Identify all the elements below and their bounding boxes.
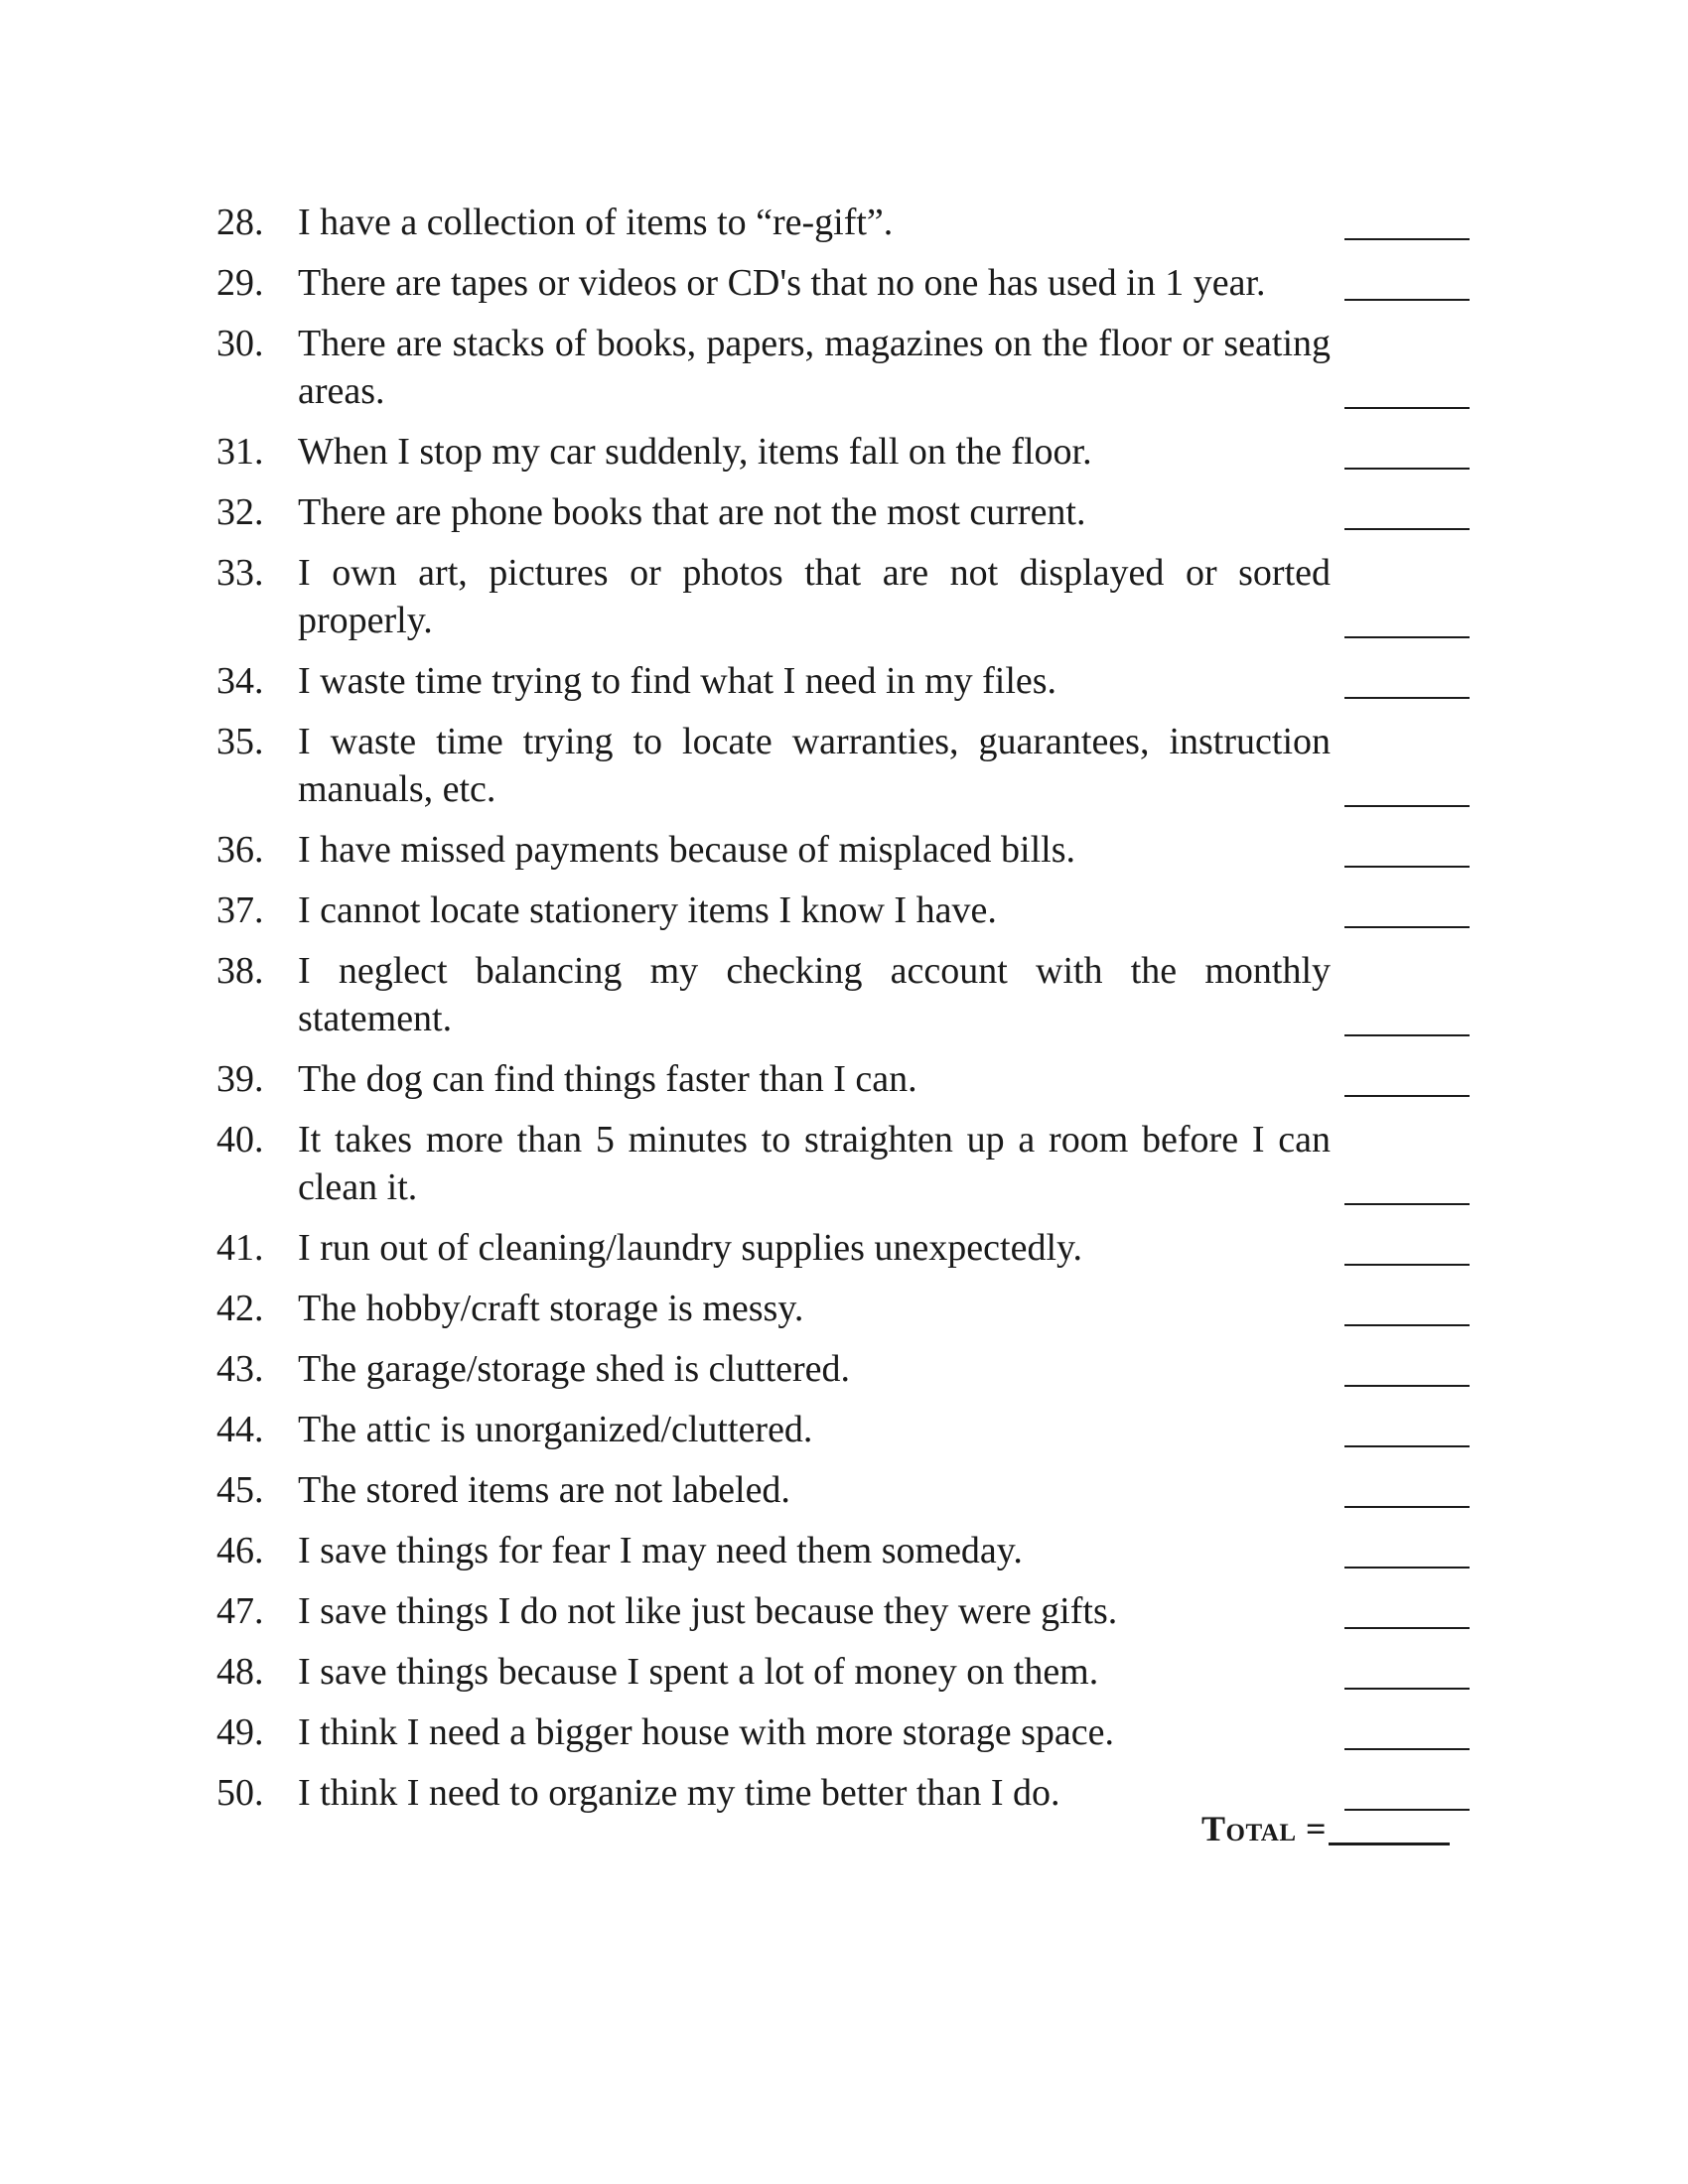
question-text: The garage/storage shed is cluttered.	[298, 1348, 851, 1390]
question-item	[216, 1648, 1470, 1696]
question-item	[216, 428, 1470, 476]
answer-blank[interactable]	[1344, 826, 1470, 868]
answer-blank[interactable]	[1344, 1285, 1470, 1326]
total-label: Total =	[1201, 1809, 1328, 1848]
question-number: 30.	[216, 323, 264, 364]
total-answer-blank[interactable]	[1329, 1807, 1450, 1845]
question-item	[216, 1224, 1470, 1272]
question-text: The dog can find things faster than I can.	[298, 1058, 917, 1100]
question-item	[216, 1527, 1470, 1574]
question-item	[216, 1285, 1470, 1332]
question-number: 48.	[216, 1651, 264, 1693]
question-number: 38.	[216, 950, 264, 992]
question-text: I neglect balancing my checking account with the monthly statement.	[298, 950, 1331, 1039]
question-text: I waste time trying to locate warranties, guarantees, instruction manuals, etc.	[298, 721, 1331, 810]
total-line	[1201, 1807, 1450, 1849]
question-text: I save things because I spent a lot of money on them.	[298, 1651, 1099, 1693]
question-text: I own art, pictures or photos that are not displayed or sorted properly.	[298, 552, 1331, 641]
question-text: There are phone books that are not the most current.	[298, 491, 1086, 533]
answer-blank[interactable]	[1344, 428, 1470, 470]
question-item	[216, 947, 1470, 1042]
question-text: There are tapes or videos or CD's that no one has used in 1 year.	[298, 262, 1266, 304]
question-text: I run out of cleaning/laundry supplies unexpectedly.	[298, 1227, 1083, 1269]
answer-blank[interactable]	[1344, 1224, 1470, 1266]
question-number: 34.	[216, 660, 264, 702]
question-item	[216, 259, 1470, 307]
question-text: I have missed payments because of misplaced bills.	[298, 829, 1076, 871]
question-number: 50.	[216, 1772, 264, 1814]
question-item	[216, 1116, 1470, 1211]
question-item	[216, 1055, 1470, 1103]
question-item	[216, 718, 1470, 813]
question-text: I have a collection of items to “re-gift”.	[298, 202, 894, 243]
question-number: 45.	[216, 1469, 264, 1511]
question-item	[216, 826, 1470, 874]
question-text: I waste time trying to find what I need in my files.	[298, 660, 1057, 702]
question-item	[216, 1406, 1470, 1453]
question-item	[216, 1708, 1470, 1756]
answer-blank[interactable]	[1344, 887, 1470, 928]
question-number: 37.	[216, 889, 264, 931]
question-number: 29.	[216, 262, 264, 304]
question-text: I save things I do not like just because they were gifts.	[298, 1590, 1118, 1632]
answer-blank[interactable]	[1344, 1345, 1470, 1387]
answer-blank[interactable]	[1344, 1708, 1470, 1750]
question-text: I save things for fear I may need them someday.	[298, 1530, 1023, 1571]
answer-blank[interactable]	[1344, 657, 1470, 699]
question-number: 33.	[216, 552, 264, 594]
question-item	[216, 488, 1470, 536]
answer-blank[interactable]	[1344, 1587, 1470, 1629]
answer-blank[interactable]	[1344, 1648, 1470, 1690]
answer-blank[interactable]	[1344, 597, 1470, 638]
question-number: 47.	[216, 1590, 264, 1632]
question-list	[216, 199, 1470, 1830]
answer-blank[interactable]	[1344, 1406, 1470, 1447]
question-item	[216, 887, 1470, 934]
answer-blank[interactable]	[1344, 488, 1470, 530]
answer-blank[interactable]	[1344, 1466, 1470, 1508]
question-text: The attic is unorganized/cluttered.	[298, 1409, 813, 1450]
question-text: There are stacks of books, papers, magazines on the floor or seating areas.	[298, 323, 1331, 412]
question-item	[216, 1466, 1470, 1514]
question-number: 31.	[216, 431, 264, 473]
question-number: 49.	[216, 1711, 264, 1753]
question-item	[216, 1587, 1470, 1635]
answer-blank[interactable]	[1344, 995, 1470, 1036]
question-number: 36.	[216, 829, 264, 871]
question-number: 43.	[216, 1348, 264, 1390]
question-text: I think I need to organize my time better than I do.	[298, 1772, 1060, 1814]
answer-blank[interactable]	[1344, 259, 1470, 301]
question-text: The stored items are not labeled.	[298, 1469, 790, 1511]
question-number: 42.	[216, 1288, 264, 1329]
question-text: I cannot locate stationery items I know I have.	[298, 889, 997, 931]
answer-blank[interactable]	[1344, 367, 1470, 409]
question-number: 28.	[216, 202, 264, 243]
question-text: It takes more than 5 minutes to straighten up a room before I can clean it.	[298, 1119, 1331, 1208]
question-item	[216, 1345, 1470, 1393]
question-number: 32.	[216, 491, 264, 533]
answer-blank[interactable]	[1344, 1163, 1470, 1205]
question-number: 41.	[216, 1227, 264, 1269]
answer-blank[interactable]	[1344, 1527, 1470, 1569]
answer-blank[interactable]	[1344, 765, 1470, 807]
question-text: The hobby/craft storage is messy.	[298, 1288, 804, 1329]
question-item	[216, 657, 1470, 705]
question-text: I think I need a bigger house with more storage space.	[298, 1711, 1115, 1753]
answer-blank[interactable]	[1344, 1769, 1470, 1811]
answer-blank[interactable]	[1344, 1055, 1470, 1097]
question-item	[216, 549, 1470, 644]
answer-blank[interactable]	[1344, 199, 1470, 240]
question-item	[216, 320, 1470, 415]
question-number: 39.	[216, 1058, 264, 1100]
question-number: 44.	[216, 1409, 264, 1450]
question-text: When I stop my car suddenly, items fall on the floor.	[298, 431, 1092, 473]
question-number: 40.	[216, 1119, 264, 1160]
question-item	[216, 199, 1470, 246]
question-number: 46.	[216, 1530, 264, 1571]
question-number: 35.	[216, 721, 264, 762]
